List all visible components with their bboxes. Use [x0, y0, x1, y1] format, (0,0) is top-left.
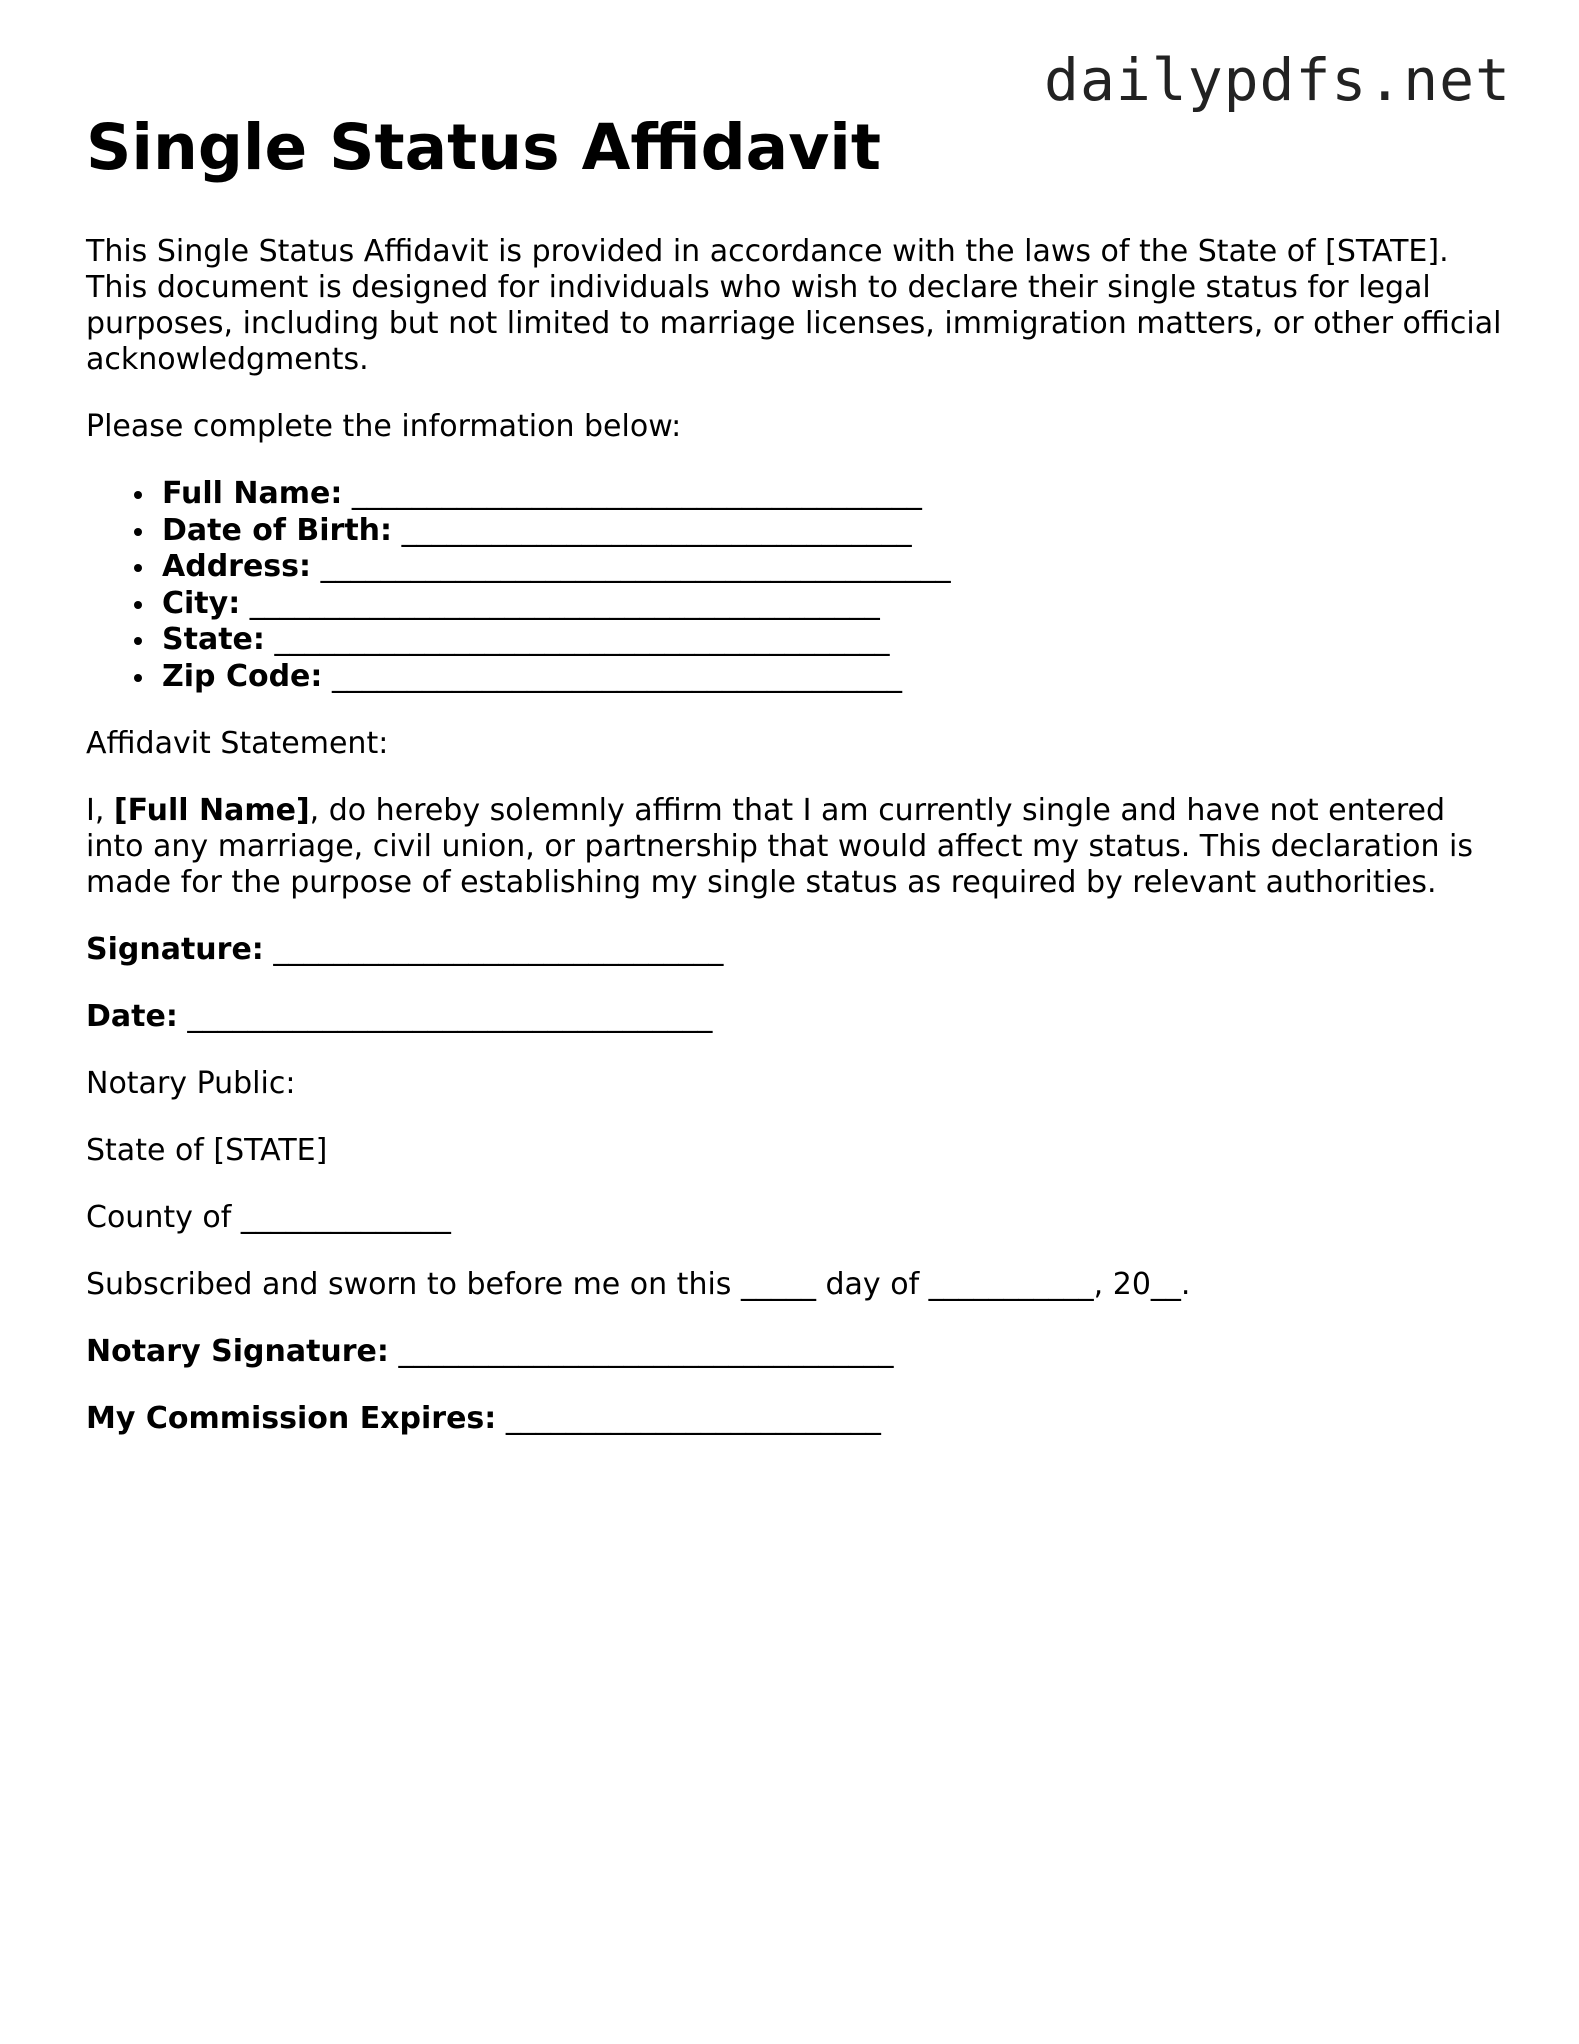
field-label: Full Name: [162, 476, 343, 511]
commission-line [86, 1401, 1506, 1437]
signature-blank[interactable]: ______________________________ [273, 932, 724, 967]
notary-signature-blank[interactable]: _________________________________ [398, 1334, 894, 1369]
blank-line[interactable]: ______________________________________ [351, 476, 922, 511]
signature-line [86, 932, 1506, 968]
date-label: Date: [86, 999, 178, 1034]
field-label: Zip Code: [162, 658, 323, 694]
sworn-line: Subscribed and sworn to before me on this _____ day of ___________, 20__. [86, 1267, 1191, 1302]
state-line: State of [STATE] [86, 1133, 328, 1168]
blank-line[interactable]: __________________________________________ [249, 585, 880, 621]
field-zip-code [162, 659, 1506, 696]
blank-line[interactable]: __________________________________ [401, 512, 912, 548]
field-label: Date of Birth: [162, 512, 393, 548]
instructions: Please complete the information below: [86, 409, 682, 444]
date-line [86, 999, 1506, 1035]
field-label: State: [162, 622, 265, 657]
field-full-name [162, 476, 1506, 513]
document-page [86, 108, 1512, 1468]
blank-line[interactable]: _________________________________________ [274, 622, 890, 657]
statement-paragraph [86, 793, 1506, 901]
notary-signature-line [86, 1334, 1506, 1370]
notary-signature-label: Notary Signature: [86, 1334, 389, 1369]
field-label: Address: [162, 549, 312, 584]
statement-prefix: I, [86, 793, 114, 828]
watermark: dailypdfs.net [1044, 46, 1511, 114]
intro-paragraph: This Single Status Affidavit is provided in accordance with the laws of the State of [STATE]. This document is designed for individuals who wish to declare their single status for legal purposes, including but not limited to marriage licenses, immigration matters, or other official acknowledgments. [86, 234, 1512, 377]
statement-name-placeholder: [Full Name] [113, 793, 310, 828]
field-city [162, 586, 1506, 623]
statement-body: , do hereby solemnly affirm that I am currently single and have not entered into any marriage, civil union, or partnership that would affect my status. This declaration is made for the purpose of establishing my single status as required by relevant authorities. [86, 793, 1483, 900]
field-state [162, 622, 1506, 659]
signature-label: Signature: [86, 932, 264, 967]
field-address [162, 549, 1506, 586]
commission-label: My Commission Expires: [86, 1401, 497, 1436]
field-label: City: [162, 585, 241, 621]
statement-heading: Affidavit Statement: [86, 726, 389, 761]
info-field-list [86, 476, 1506, 695]
blank-line[interactable]: ______________________________________ [331, 658, 902, 694]
field-date-of-birth [162, 513, 1506, 550]
date-blank[interactable]: ___________________________________ [187, 999, 713, 1034]
document-title: Single Status Affidavit [86, 111, 881, 184]
county-line: County of ______________ [86, 1200, 451, 1235]
commission-blank[interactable]: _________________________ [505, 1401, 881, 1436]
notary-heading: Notary Public: [86, 1066, 296, 1101]
blank-line[interactable]: __________________________________________ [320, 549, 951, 584]
